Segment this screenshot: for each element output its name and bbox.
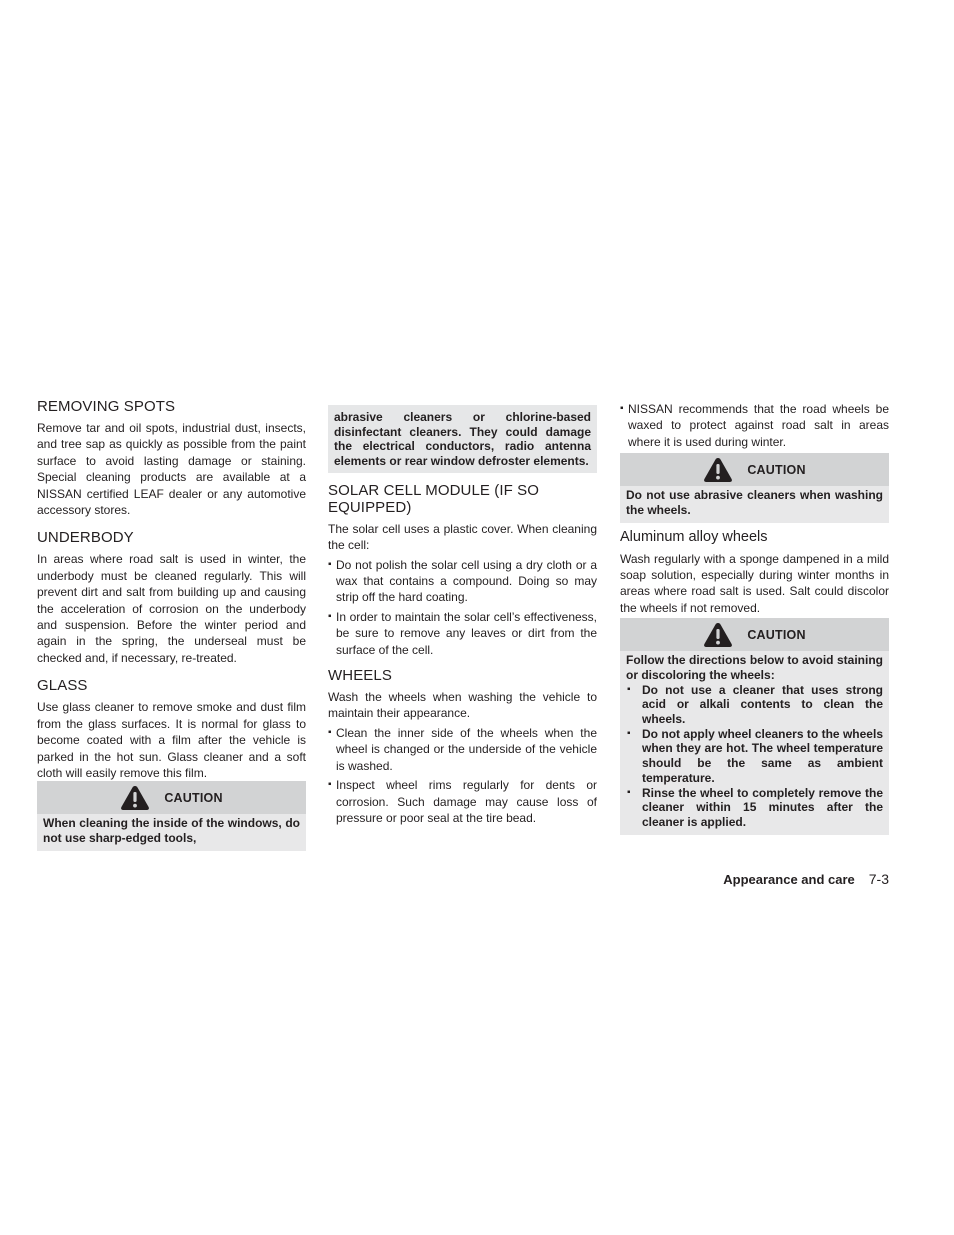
caution-label: CAUTION — [747, 627, 806, 642]
warning-triangle-icon — [703, 622, 733, 648]
subsection-heading: Aluminum alloy wheels — [620, 528, 768, 545]
caution-label: CAUTION — [747, 462, 806, 477]
list-item: ▪ In order to maintain the solar cell’s effectiveness, be sure to remove any leaves or dirt from the surface of the cell. — [328, 609, 597, 657]
section-underbody — [37, 529, 306, 666]
section-solar-cell-module — [328, 482, 597, 658]
section-body: In areas where road salt is used in winter, the underbody must be cleaned regularly. This will prevent dirt and salt from building up and causing the acceleration of corrosion on the underbody and suspension. Before the winter period and again in the spring, the underseal must be checked and, if necessary, re-treated. — [37, 552, 306, 665]
section-glass — [37, 677, 306, 850]
list-item: ▪ Do not use a cleaner that uses strong acid or alkali contents to clean the wheels. — [627, 682, 883, 727]
caution-content — [620, 651, 889, 834]
list-item: ▪ Clean the inner side of the wheels when the wheel is changed or the underside of the vehicle is washed. — [328, 725, 597, 773]
list-item: ▪ Do not polish the solar cell using a dry cloth or a wax that contains a compound. Doing so may strip off the hard coating. — [328, 557, 597, 605]
section-heading: GLASS — [37, 677, 88, 695]
caution-text: Do not use abrasive cleaners when washing the wheels. — [626, 488, 883, 517]
section-heading: SOLAR CELL MODULE (IF SO EQUIPPED) — [328, 481, 540, 516]
section-removing-spots — [37, 398, 306, 518]
caution-header — [620, 453, 889, 486]
column-2 — [328, 397, 597, 829]
caution-header — [620, 618, 889, 651]
section-body: Wash the wheels when washing the vehicle to maintain their appearance. — [328, 690, 597, 721]
caution-box — [37, 781, 306, 850]
wheels-bullet-list-continued — [620, 401, 889, 450]
section-heading: WHEELS — [328, 667, 392, 685]
section-heading: UNDERBODY — [37, 529, 134, 547]
section-body: Use glass cleaner to remove smoke and dust film from the glass surfaces. It is normal for glass to become coated with a film after the vehicle is parked in the hot sun. Glass cleaner and a soft cloth will easily remove this film. — [37, 700, 306, 780]
chapter-title: Appearance and care — [723, 872, 855, 887]
solar-bullet-list — [328, 557, 597, 658]
list-item: ▪ Rinse the wheel to completely remove the cleaner within 15 minutes after the cleaner is applied. — [627, 785, 883, 829]
caution-box — [620, 618, 889, 834]
column-1 — [37, 398, 306, 851]
section-body: Wash regularly with a sponge dampened in a mild soap solution, especially during winter months in areas where road salt is used. Salt could discolor the wheels if not removed. — [620, 551, 889, 615]
section-heading: REMOVING SPOTS — [37, 398, 176, 415]
caution-text: When cleaning the inside of the windows, do not use sharp-edged tools, — [43, 816, 300, 846]
warning-triangle-icon — [703, 457, 733, 483]
section-aluminum-alloy-wheels — [620, 529, 889, 617]
section-body: The solar cell uses a plastic cover. When cleaning the cell: — [328, 521, 597, 553]
caution-box — [620, 453, 889, 522]
caution-list — [626, 683, 883, 830]
wheels-bullet-list — [328, 725, 597, 826]
page-footer — [723, 871, 889, 887]
caution-header — [37, 781, 306, 814]
section-wheels — [328, 667, 597, 826]
list-item: ▪ Do not apply wheel cleaners to the wheels when they are hot. The wheel temperature should be the same as ambient temperature. — [627, 726, 883, 785]
section-body: Remove tar and oil spots, industrial dust, insects, and tree sap as quickly as possible from the paint surface to avoid lasting damage or staining. Special cleaning products are available at a NISSAN certified LEAF dealer or any automotive accessory stores. — [37, 421, 306, 518]
list-item: ▪ Inspect wheel rims regularly for dents or corrosion. Such damage may cause loss of pressure or poor seal at the tire bead. — [328, 778, 597, 825]
column-3 — [620, 401, 889, 835]
warning-triangle-icon — [120, 785, 150, 811]
page-number: 7-3 — [868, 871, 889, 887]
caution-continued: abrasive cleaners or chlorine-based disinfectant cleaners. They could damage the electrical conductors, radio antenna elements or rear window defroster elements. — [328, 405, 597, 473]
caution-label: CAUTION — [164, 790, 223, 805]
caution-intro: Follow the directions below to avoid staining or discoloring the wheels: — [626, 653, 883, 682]
list-item: ▪ NISSAN recommends that the road wheels be waxed to protect against road salt in areas where it is used during winter. — [620, 402, 889, 449]
